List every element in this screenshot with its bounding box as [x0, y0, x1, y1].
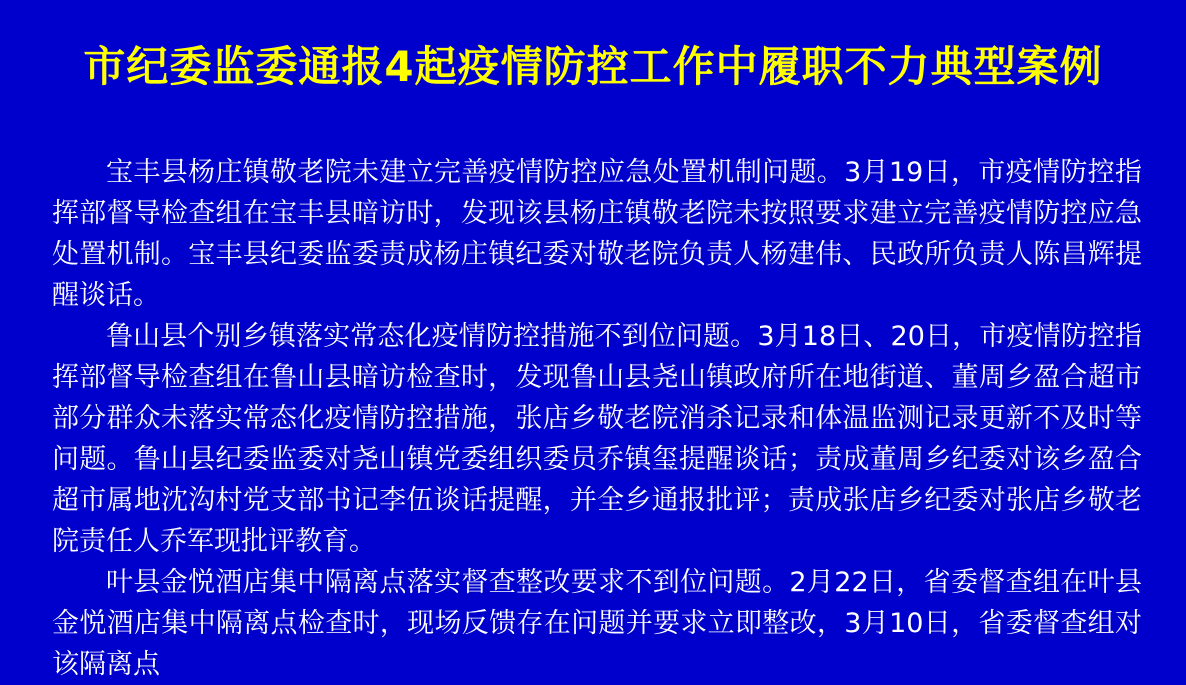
page-title: 市纪委监委通报4起疫情防控工作中履职不力典型案例 [83, 42, 1103, 91]
body-text-block [52, 152, 1142, 685]
paragraph: 宝丰县杨庄镇敬老院未建立完善疫情防控应急处置机制问题。3月19日，市疫情防控指挥部督导检查组在宝丰县暗访时，发现该县杨庄镇敬老院未按照要求建立完善疫情防控应急处置机制。宝丰县纪委监委责成杨庄镇纪委对敬老院负责人杨建伟、民政所负责人陈昌辉提醒谈话。 [52, 157, 1142, 311]
paragraph: 鲁山县个别乡镇落实常态化疫情防控措施不到位问题。3月18日、20日，市疫情防控指挥部督导检查组在鲁山县暗访检查时，发现鲁山县尧山镇政府所在地街道、董周乡盈合超市部分群众未落实常态化疫情防控措施，张店乡敬老院消杀记录和体温监测记录更新不及时等问题。鲁山县纪委监委对尧山镇党委组织委员乔镇玺提醒谈话；责成董周乡纪委对该乡盈合超市属地沈沟村党支部书记李伍谈话提醒，并全乡通报批评；责成张店乡纪委对张店乡敬老院责任人乔军现批评教育。 [52, 321, 1142, 557]
paragraph: 叶县金悦酒店集中隔离点落实督查整改要求不到位问题。2月22日，省委督查组在叶县金悦酒店集中隔离点检查时，现场反馈存在问题并要求立即整改，3月10日，省委督查组对该隔离点 [52, 567, 1142, 680]
